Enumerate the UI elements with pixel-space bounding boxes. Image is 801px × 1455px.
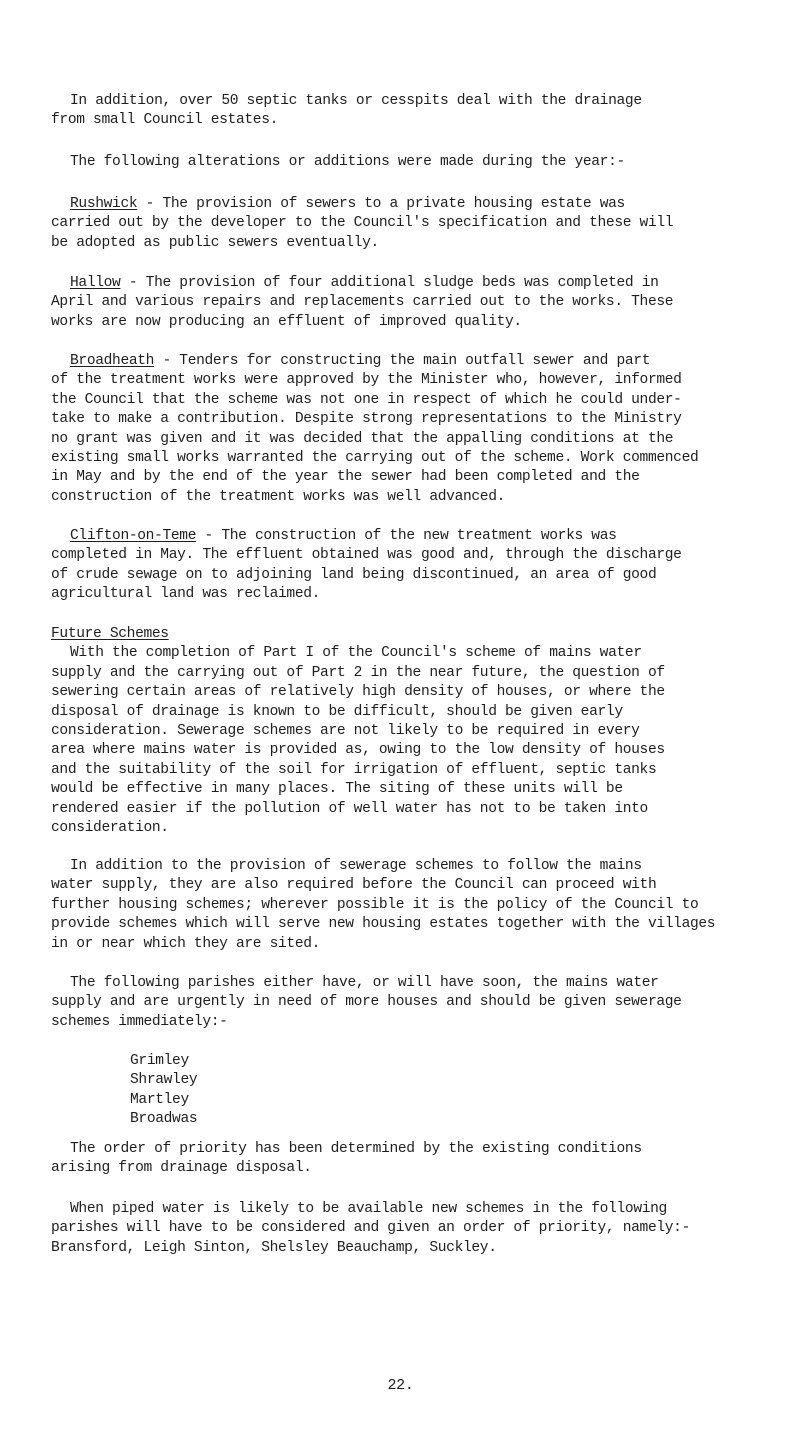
list-item: Shrawley bbox=[130, 1072, 198, 1089]
section-heading-broadheath: Broadheath bbox=[70, 353, 155, 369]
text-line: in May and by the end of the year the sewer had been completed and the bbox=[51, 469, 640, 486]
text-line: of the treatment works were approved by the Minister who, however, informed bbox=[51, 372, 682, 389]
parish-list bbox=[130, 1052, 197, 1130]
paragraph-parishes-intro bbox=[51, 974, 801, 1032]
text-line: - The provision of sewers to a private housing estate was bbox=[137, 196, 625, 212]
text-line: from small Council estates. bbox=[51, 112, 279, 129]
paragraph-priority bbox=[51, 1140, 801, 1179]
text-line: of crude sewage on to adjoining land being discontinued, an area of good bbox=[51, 566, 657, 583]
section-heading-rushwick: Rushwick bbox=[70, 196, 138, 212]
text-line: sewering certain areas of relatively high density of houses, or where the bbox=[51, 684, 665, 701]
text-line: works are now producing an effluent of improved quality. bbox=[51, 313, 522, 330]
text-line: supply and the carrying out of Part 2 in the near future, the question of bbox=[51, 664, 665, 681]
text-line: consideration. bbox=[51, 819, 169, 836]
text-line: arising from drainage disposal. bbox=[51, 1160, 312, 1177]
text-line: - Tenders for constructing the main outfall sewer and part bbox=[154, 353, 651, 369]
text-line: existing small works warranted the carrying out of the scheme. Work commenced bbox=[51, 449, 699, 466]
section-heading-clifton-on-teme: Clifton-on-Teme bbox=[70, 528, 197, 544]
text-line: rendered easier if the pollution of well water has not to be taken into bbox=[51, 800, 648, 817]
paragraph-piped-water bbox=[51, 1200, 801, 1258]
paragraph-septic-tanks bbox=[51, 92, 801, 131]
text-line: parishes will have to be considered and given an order of priority, namely:- bbox=[51, 1220, 690, 1237]
section-heading-hallow: Hallow bbox=[70, 275, 121, 291]
paragraph-hallow bbox=[51, 274, 801, 332]
text-line: In addition, over 50 septic tanks or cesspits deal with the drainage bbox=[70, 93, 642, 109]
text-line: take to make a contribution. Despite strong representations to the Ministry bbox=[51, 411, 682, 428]
text-line: - The construction of the new treatment works was bbox=[196, 528, 617, 544]
section-heading-future-schemes: Future Schemes bbox=[51, 626, 169, 642]
text-line: In addition to the provision of sewerage schemes to follow the mains bbox=[70, 858, 642, 874]
list-item: Grimley bbox=[130, 1053, 189, 1069]
text-line: no grant was given and it was decided that the appalling conditions at the bbox=[51, 430, 674, 447]
page-number: 22. bbox=[387, 1377, 414, 1394]
paragraph-alterations-intro bbox=[51, 153, 801, 172]
text-line: in or near which they are sited. bbox=[51, 935, 321, 952]
paragraph-broadheath bbox=[51, 352, 801, 507]
text-line: further housing schemes; wherever possible it is the policy of the Council to bbox=[51, 896, 699, 913]
text-line: - The provision of four additional sludge beds was completed in bbox=[120, 275, 659, 291]
paragraph-housing-schemes bbox=[51, 857, 801, 954]
text-line: Bransford, Leigh Sinton, Shelsley Beauchamp, Suckley. bbox=[51, 1239, 497, 1256]
text-line: consideration. Sewerage schemes are not likely to be required in every bbox=[51, 722, 640, 739]
text-line: carried out by the developer to the Council's specification and these will bbox=[51, 215, 674, 232]
text-line: disposal of drainage is known to be difficult, should be given early bbox=[51, 703, 623, 720]
text-line: completed in May. The effluent obtained was good and, through the discharge bbox=[51, 547, 682, 564]
list-item: Broadwas bbox=[130, 1111, 198, 1128]
text-line: be adopted as public sewers eventually. bbox=[51, 234, 379, 251]
section-future-schemes bbox=[51, 625, 801, 838]
text-line: area where mains water is provided as, owing to the low density of houses bbox=[51, 742, 665, 759]
text-line: water supply, they are also required before the Council can proceed with bbox=[51, 877, 657, 894]
paragraph-rushwick bbox=[51, 195, 801, 253]
text-line: April and various repairs and replacements carried out to the works. These bbox=[51, 294, 674, 311]
text-line: The following alterations or additions were made during the year:- bbox=[70, 154, 625, 170]
text-line: supply and are urgently in need of more houses and should be given sewerage bbox=[51, 994, 682, 1011]
text-line: The order of priority has been determined by the existing conditions bbox=[70, 1141, 642, 1157]
text-line: agricultural land was reclaimed. bbox=[51, 586, 321, 603]
paragraph-clifton-on-teme bbox=[51, 527, 801, 605]
text-line: would be effective in many places. The siting of these units will be bbox=[51, 781, 623, 798]
text-line: When piped water is likely to be available new schemes in the following bbox=[70, 1201, 667, 1217]
list-item: Martley bbox=[130, 1091, 189, 1108]
text-line: schemes immediately:- bbox=[51, 1013, 228, 1030]
text-line: construction of the treatment works was well advanced. bbox=[51, 488, 506, 505]
text-line: the Council that the scheme was not one in respect of which he could under- bbox=[51, 391, 682, 408]
text-line: The following parishes either have, or will have soon, the mains water bbox=[70, 975, 659, 991]
text-line: With the completion of Part I of the Council's scheme of mains water bbox=[70, 645, 642, 662]
text-line: and the suitability of the soil for irrigation of effluent, septic tanks bbox=[51, 761, 657, 778]
text-line: provide schemes which will serve new housing estates together with the villages bbox=[51, 916, 716, 933]
